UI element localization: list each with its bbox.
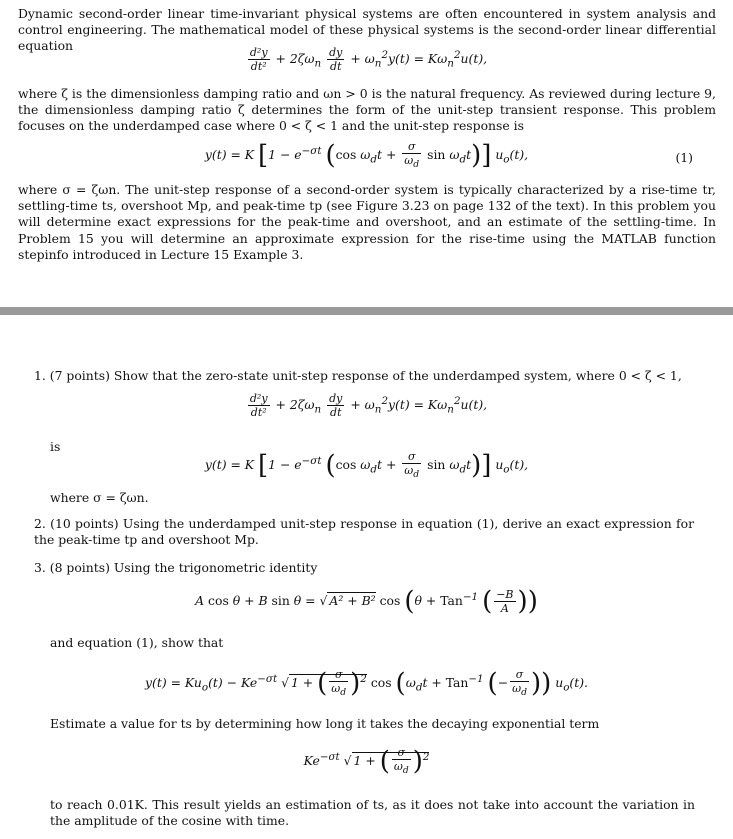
intro-paragraph-3 <box>18 182 716 263</box>
differential-equation: $\frac{\text{d²y}}{\text{dt²}}$ + $2\zeta\omega_n$ $\frac{dy}{dt}$ + $\omega_n^2y(t) = K\omega_n^2u(t)$, <box>249 46 488 73</box>
step-response-equation: y(t) = K [$1 - e^{-\sigma t}$ (cos $\omega_dt$ + $\frac{\sigma}{\omega_d}$ $\sin \omega_dt$)] $u_o(t)$, <box>204 140 529 171</box>
problem-1-where: where σ = ζωn. <box>50 490 149 505</box>
problem-3-end: to reach 0.01K. This result yields an estimation of ts, as it does not take into account the variation in the amplitude of the cosine with time. <box>50 797 695 828</box>
problem-3-response: $y(t) = Ku_o(t) - Ke^{-\sigma t}$ √ 1 + ( $\frac{\sigma}{\omega_d}$ )$^2$ $\cos (\omega_dt + Tan^{-1}$ (− $\frac{\sigma}{\omega_d}$ )) $u_o(t)$. <box>145 668 588 699</box>
equation-number: (1) <box>675 150 693 165</box>
intro-paragraph-2 <box>18 86 716 135</box>
trig-identity: A cos θ + B sin θ = √ A² + B² cos (θ + Tan$^{-1}$ ( $\frac{-B}{A}$ )) <box>195 586 538 617</box>
problem-3: 3. (8 points) Using the trigonometric identity <box>34 560 318 575</box>
problem-1-is: is <box>50 439 61 454</box>
problem-3-and: and equation (1), show that <box>50 635 224 650</box>
problem-1: 1. (7 points) Show that the zero-state unit-step response of the underdamped system, where 0 < ζ < 1, <box>34 368 682 383</box>
problem-1-equation: $\frac{\text{d²y}}{\text{dt²}}$ + $2\zeta\omega_n$ $\frac{dy}{dt}$ + $\omega_n^2y(t) = K\omega_n^2u(t)$, <box>249 392 488 419</box>
intro-text-2: where ζ is the dimensionless damping ratio and ωn > 0 is the natural frequency. As reviewed during lecture 9, the dimensionless damping ratio ζ determines the form of the unit-step transient response. This problem focuses on the underdamped case where 0 < ζ < 1 and the unit-step response is <box>18 86 716 134</box>
intro-text-1: Dynamic second-order linear time-invariant physical systems are often encountered in system analysis and control engineering. The mathematical model of these physical systems is the second-order linear differential equation <box>18 6 716 54</box>
intro-text-3: where σ = ζωn. The unit-step response of a second-order system is typically characterized by a rise-time tr, settling-time ts, overshoot Mp, and peak-time tp (see Figure 3.23 on page 132 of the text). In this problem you will determine exact expressions for the peak-time and overshoot, and an estimate of the settling-time. In Problem 15 you will determine an approximate expression for the rise-time using the MATLAB function stepinfo introduced in Lecture 15 Example 3. <box>18 182 716 262</box>
decay-term: $Ke^{-\sigma t}$ √ 1 + ( $\frac{\sigma}{\omega_d}$ )$^2$ <box>303 746 430 777</box>
section-divider <box>0 307 733 315</box>
problem-3-estimate: Estimate a value for ts by determining how long it takes the decaying exponential term <box>50 716 600 731</box>
problem-2: 2. (10 points) Using the underdamped unit-step response in equation (1), derive an exact expression for the peak-time tp and overshoot Mp. <box>34 516 694 547</box>
problem-1-response: y(t) = K [$1 - e^{-\sigma t}$ (cos $\omega_dt$ + $\frac{\sigma}{\omega_d}$ $\sin \omega_dt$)] $u_o(t)$, <box>204 450 529 481</box>
